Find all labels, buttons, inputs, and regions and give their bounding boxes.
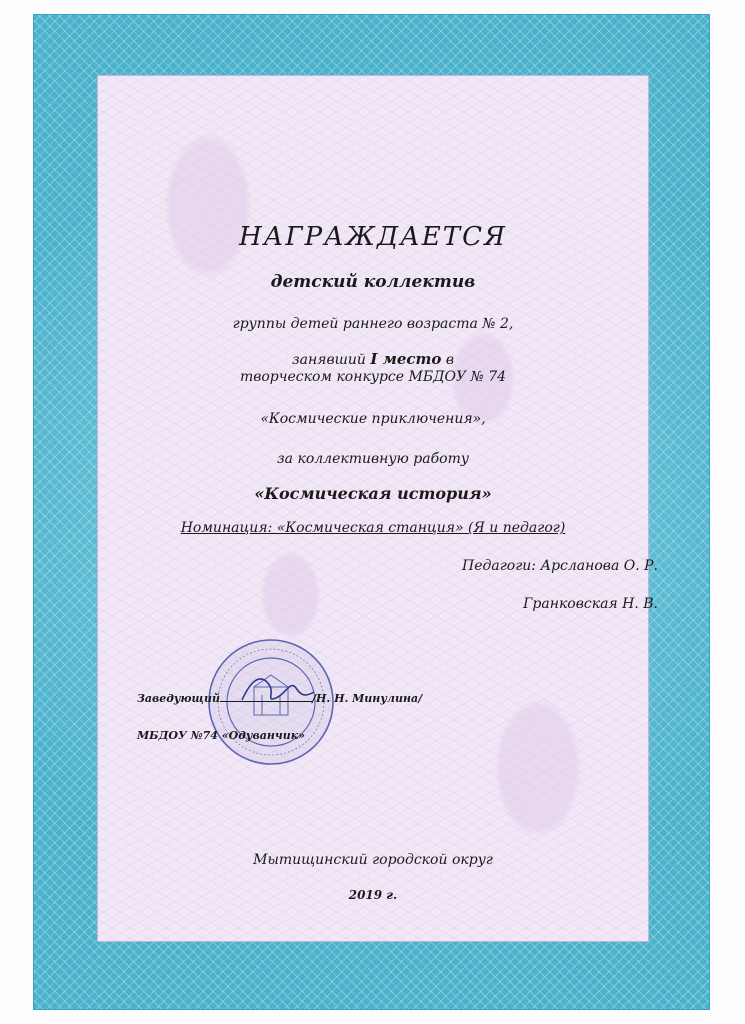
footer-year: 2019 г. [348,888,398,902]
work-title: «Космическая история» [254,484,492,503]
head-name: /Н. Н. Минулина/ [312,692,423,705]
certificate-title: НАГРАЖДАЕТСЯ [238,222,508,252]
contest-line: творческом конкурсе МБДОУ № 74 [239,369,507,385]
group-line: группы детей раннего возраста № 2, [232,316,514,332]
organization-line: МБДОУ №74 «Одуванчик» [137,729,306,742]
place-suffix: в [445,352,455,368]
head-label: Заведующий [137,692,220,705]
teacher-line-2: Гранковская Н. В. [523,596,658,612]
footer-location: Мытищинский городской округ [253,852,493,868]
head-signature-line [137,691,422,705]
awardee-label: детский коллектив [270,272,476,292]
place-prefix: занявший [291,352,366,368]
nomination-line: Номинация: «Космическая станция» (Я и педагог) [180,520,566,536]
teacher-line-1: Педагоги: Арсланова О. Р. [462,558,658,574]
for-line: за коллективную работу [277,451,469,467]
contest-name: «Космические приключения», [260,411,486,427]
certificate-panel [98,76,648,941]
signature-blank [220,691,312,702]
place-value: I место [370,350,442,368]
place-line [98,350,648,368]
